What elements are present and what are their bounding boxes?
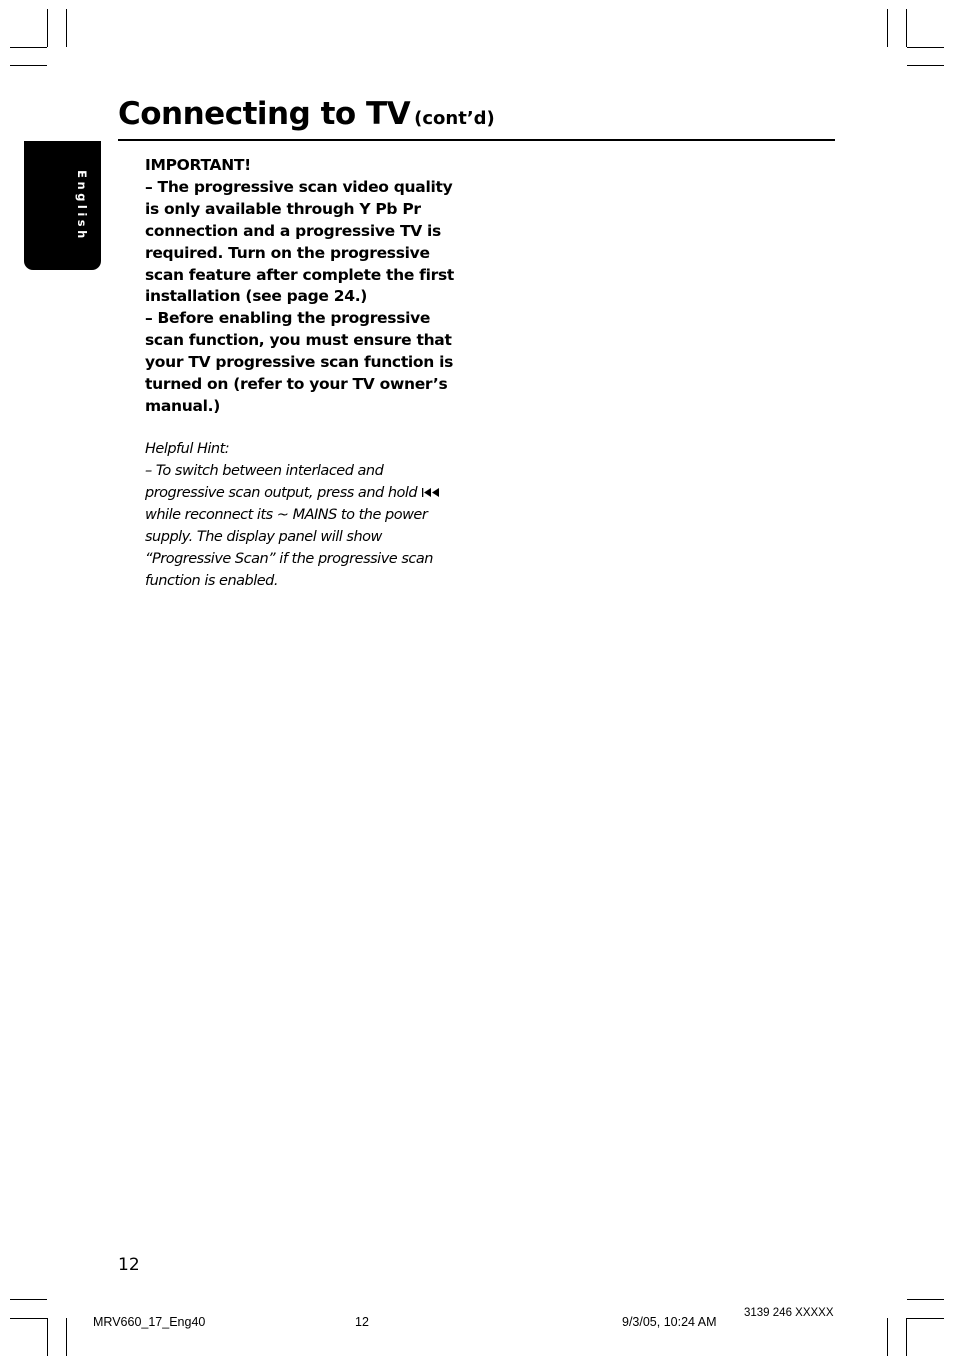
crop-mark	[887, 1318, 888, 1356]
crop-mark	[10, 1318, 47, 1319]
important-line: required. Turn on the progressive	[145, 243, 430, 262]
crop-mark	[66, 1318, 67, 1356]
important-line: scan function, you must ensure that	[145, 331, 452, 350]
language-tab-label: English	[75, 170, 89, 242]
crop-mark	[66, 9, 67, 47]
crop-mark	[10, 47, 47, 48]
important-line: turned on (refer to your TV owner’s	[145, 375, 448, 394]
page-number: 12	[118, 1255, 140, 1275]
footer-page: 12	[355, 1315, 369, 1329]
hint-line: “Progressive Scan” if the progressive scan	[145, 550, 433, 567]
helpful-hint	[145, 439, 475, 593]
hint-line-text: progressive scan output, press and hold	[145, 484, 418, 501]
important-line: is only available through Y Pb Pr	[145, 199, 421, 218]
page-title-suffix: (cont’d)	[414, 108, 495, 129]
crop-mark	[906, 1318, 907, 1356]
important-line: installation (see page 24.)	[145, 287, 368, 306]
crop-mark	[887, 9, 888, 47]
important-line: connection and a progressive TV is	[145, 221, 441, 240]
crop-mark	[47, 9, 48, 47]
hint-line	[145, 483, 475, 506]
crop-mark	[10, 1299, 47, 1300]
important-notice	[145, 155, 475, 418]
hint-heading: Helpful Hint:	[145, 441, 230, 457]
crop-mark	[907, 1318, 944, 1319]
footer-filename: MRV660_17_Eng40	[93, 1315, 206, 1329]
language-tab	[24, 141, 101, 270]
important-line: your TV progressive scan function is	[145, 353, 454, 372]
crop-mark	[906, 9, 907, 47]
skip-previous-icon	[421, 484, 441, 506]
hint-line: – To switch between interlaced and	[145, 462, 384, 479]
page-title-text: Connecting to TV	[118, 96, 411, 132]
hint-line: supply. The display panel will show	[145, 529, 382, 546]
important-line: – Before enabling the progressive	[145, 309, 431, 328]
page-title	[118, 96, 495, 132]
crop-mark	[907, 65, 944, 66]
important-line: manual.)	[145, 396, 221, 415]
crop-mark	[47, 1318, 48, 1356]
important-line: – The progressive scan video quality	[145, 177, 453, 196]
crop-mark	[907, 47, 944, 48]
crop-mark	[10, 65, 47, 66]
footer-code: 3139 246 XXXXX	[744, 1307, 834, 1319]
important-heading: IMPORTANT!	[145, 156, 251, 174]
footer-datetime: 9/3/05, 10:24 AM	[622, 1315, 717, 1329]
important-line: scan feature after complete the first	[145, 265, 454, 284]
crop-mark	[907, 1299, 944, 1300]
hint-line: function is enabled.	[145, 572, 278, 589]
hint-line: while reconnect its ~ MAINS to the power	[145, 507, 428, 524]
title-divider	[118, 139, 835, 141]
